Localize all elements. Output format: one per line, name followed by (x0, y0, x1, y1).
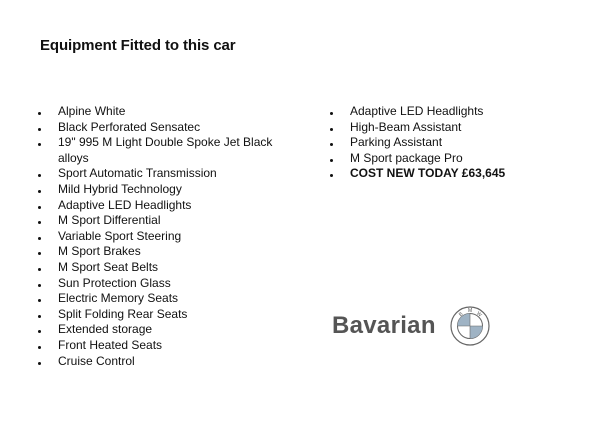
logo-wordmark: Bavarian (332, 312, 436, 339)
list-item: M Sport Brakes (36, 244, 286, 260)
page-title: Equipment Fitted to this car (40, 37, 236, 54)
list-item: 19" 995 M Light Double Spoke Jet Black alloys (36, 135, 286, 166)
list-item: Mild Hybrid Technology (36, 182, 286, 198)
list-item: Cruise Control (36, 354, 286, 370)
cost-new-today: COST NEW TODAY £63,645 (328, 166, 568, 182)
list-item: Electric Memory Seats (36, 291, 286, 307)
dealer-logo (332, 306, 490, 346)
badge-letter: W (475, 310, 483, 319)
list-item: Front Heated Seats (36, 338, 286, 354)
list-item: M Sport Differential (36, 213, 286, 229)
list-item: High-Beam Assistant (328, 120, 568, 136)
list-item: Adaptive LED Headlights (36, 198, 286, 214)
list-item: M Sport Seat Belts (36, 260, 286, 276)
list-item: Adaptive LED Headlights (328, 104, 568, 120)
list-item: Black Perforated Sensatec (36, 120, 286, 136)
list-item: Extended storage (36, 322, 286, 338)
bmw-roundel-icon (450, 306, 490, 346)
badge-letter: B (457, 311, 465, 319)
list-item: M Sport package Pro (328, 151, 568, 167)
list-item: Sport Automatic Transmission (36, 166, 286, 182)
list-item: Sun Protection Glass (36, 276, 286, 292)
list-item: Split Folding Rear Seats (36, 307, 286, 323)
list-item: Alpine White (36, 104, 286, 120)
list-item: Parking Assistant (328, 135, 568, 151)
equipment-list-right (328, 104, 568, 182)
list-item: Variable Sport Steering (36, 229, 286, 245)
badge-letter: M (467, 307, 472, 314)
equipment-list-left (36, 104, 286, 369)
